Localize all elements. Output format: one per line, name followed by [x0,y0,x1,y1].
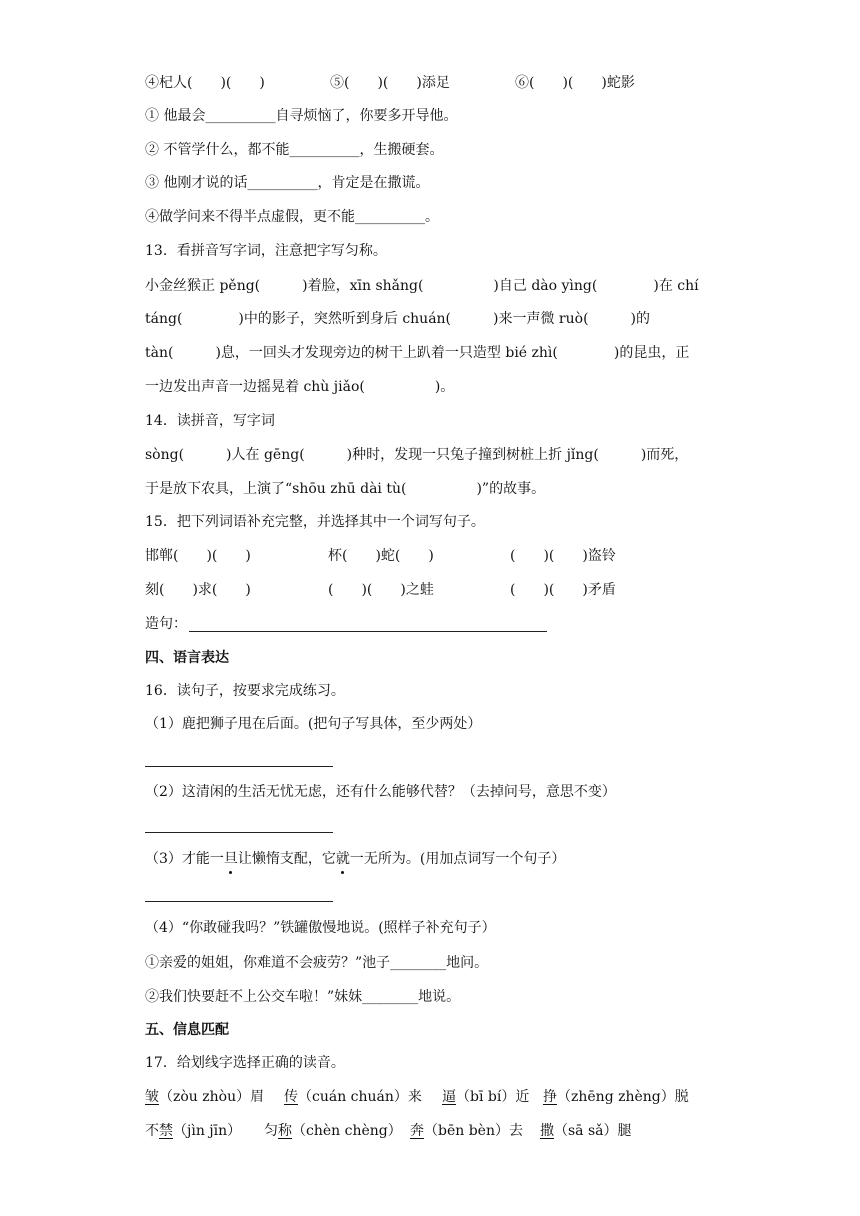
q16-sentence-3: （3）才能一旦让懒惰支配，它就一无所为。(用加点词写一个句子） [145,851,566,867]
pinyin-choice-bi: 逼（bī bí）近 [442,1089,530,1105]
q16-sentence-1: （1）鹿把狮子甩在后面。(把句子写具体，至少两处） [145,716,482,732]
q16-sentence-4: （4）“你敢碰我吗？”铁罐傲慢地说。(照样子补充句子） [145,920,496,936]
sentence-label: 造句： [145,616,187,632]
q12-item-3: ③ 他刚才说的话__________，肯定是在撒谎。 [145,175,430,191]
q15-idiom-3: ( )( )盗铃 [510,548,616,564]
q15-idiom-6: ( )( )矛盾 [510,582,616,598]
q16-example-1: ①亲爱的姐姐，你难道不会疲劳？”池子________地问。 [145,955,489,971]
answer-line-1 [145,766,333,767]
q16-sentence-2: （2）这清闲的生活无忧无虑，还有什么能够代替？（去掉问号，意思不变） [145,784,616,800]
q15-idiom-2: 杯( )蛇( ) [328,548,434,564]
q13-line-4: 一边发出声音一边摇晃着 chù jiǎo( )。 [145,379,455,395]
pinyin-choice-chuan: 传（cuán chuán）来 [284,1089,422,1105]
q16-title: 16．读句子，按要求完成练习。 [145,683,345,699]
q13-title: 13．看拼音写字词，注意把字写匀称。 [145,243,387,259]
q15-title: 15．把下列词语补充完整，并选择其中一个词写句子。 [145,514,485,530]
q15-idiom-4: 刻( )求( ) [145,582,251,598]
q12-item-1: ① 他最会__________自寻烦恼了，你要多开导他。 [145,108,458,124]
q17-title: 17．给划线字选择正确的读音。 [145,1055,345,1071]
answer-line-3 [145,901,333,902]
idiom-5: ⑤( )( )添足 [330,75,450,91]
dotted-word-dan: 旦 [223,851,238,867]
pinyin-choice-zheng: 挣（zhēng zhèng）脱 [543,1089,689,1105]
section-4-heading: 四、语言表达 [145,650,229,666]
pinyin-choice-ben: 奔（bēn bèn）去 [410,1123,523,1139]
q15-idiom-1: 邯郸( )( ) [145,548,251,564]
q13-line-2: táng( )中的影子，突然听到身后 chuán( )来一声微 ruò( )的 [145,311,650,327]
q14-title: 14．读拼音，写字词 [145,413,275,429]
q14-line-1: sòng( )人在 gēng( )种时，发现一只兔子撞到树桩上折 jǐng( )而死， [145,447,689,463]
dotted-word-jiu: 就 [335,851,350,867]
section-5-heading: 五、信息匹配 [145,1022,229,1038]
pinyin-choice-sa: 撒（sā sǎ）腿 [540,1123,632,1139]
idiom-6: ⑥( )( )蛇影 [515,75,635,91]
q15-idiom-5: ( )( )之蛙 [328,582,434,598]
sentence-answer-line [189,631,547,632]
q16-example-2: ②我们快要赶不上公交车啦！”妹妹________地说。 [145,989,461,1005]
pinyin-choice-jin: 不禁（jìn jīn） [145,1123,242,1139]
q13-line-1: 小金丝猴正 pěng( )着脸，xīn shǎng( )自己 dào yìng( )在 chí [145,278,699,294]
q12-item-2: ② 不管学什么，都不能__________，生搬硬套。 [145,142,444,158]
q13-line-3: tàn( )息，一回头才发现旁边的树干上趴着一只造型 bié zhì( )的昆虫，正 [145,345,690,361]
pinyin-choice-chen: 匀称（chèn chèng） [264,1123,402,1139]
q14-line-2: 于是放下农具，上演了“shōu zhū dài tù( )”的故事。 [145,481,546,497]
answer-line-2 [145,832,333,833]
q12-item-4: ④做学问来不得半点虚假，更不能__________。 [145,209,439,225]
idiom-4: ④杞人( )( ) [145,75,265,91]
pinyin-choice-zhou: 皱（zòu zhòu）眉 [145,1089,265,1105]
